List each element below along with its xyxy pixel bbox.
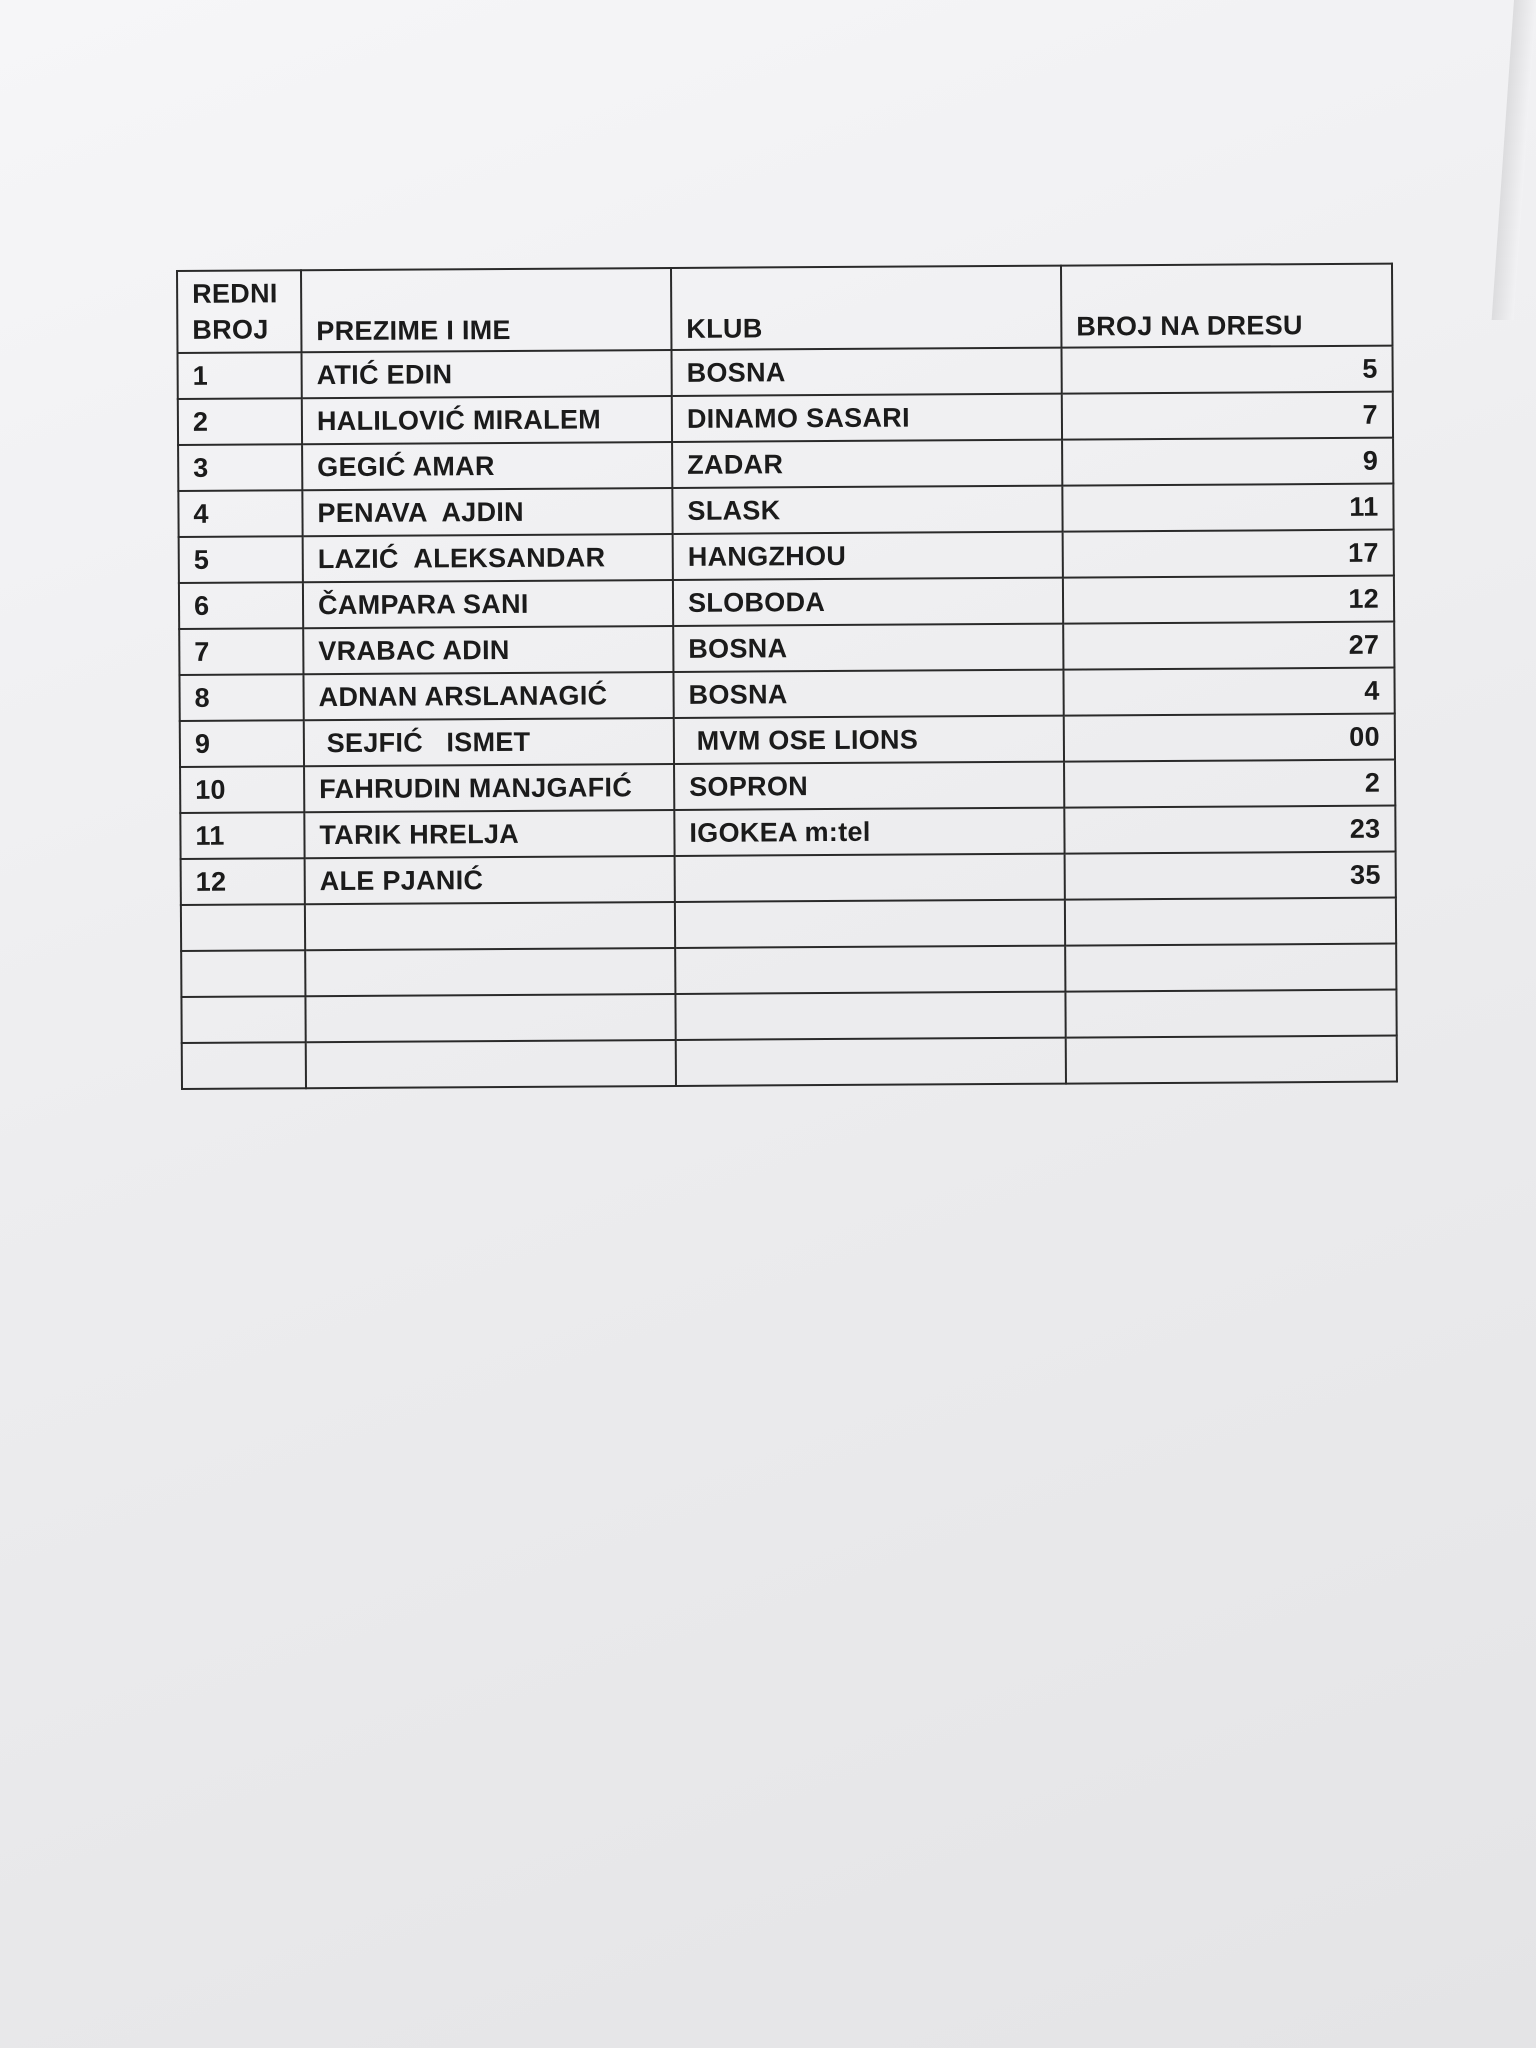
row-num: 7 [179, 628, 303, 675]
row-jersey: 7 [1062, 392, 1393, 440]
row-jersey: 17 [1063, 530, 1394, 578]
row-name: ADNAN ARSLANAGIĆ [303, 672, 673, 720]
header-redni-broj [177, 270, 301, 353]
empty-cell [306, 1040, 676, 1088]
empty-cell [1065, 990, 1396, 1038]
row-name: FAHRUDIN MANJGAFIĆ [304, 764, 674, 812]
table-row [179, 622, 1394, 675]
empty-cell [181, 950, 305, 997]
table-row [179, 530, 1394, 583]
table-row [180, 760, 1395, 813]
table-row [180, 806, 1395, 859]
row-name: ATIĆ EDIN [302, 350, 672, 398]
row-name: ČAMPARA SANI [303, 580, 673, 628]
empty-cell [676, 1038, 1066, 1086]
empty-cell [182, 1042, 306, 1089]
empty-cell [1066, 1036, 1397, 1084]
row-club [675, 854, 1065, 902]
row-jersey: 11 [1062, 484, 1393, 532]
empty-cell [305, 994, 675, 1042]
empty-row [182, 1036, 1397, 1089]
empty-cell [305, 902, 675, 950]
row-club: SLASK [672, 486, 1062, 534]
table-row [179, 576, 1394, 629]
row-jersey: 4 [1063, 668, 1394, 716]
empty-cell [675, 946, 1065, 994]
row-name: SEJFIĆ ISMET [304, 718, 674, 766]
row-num: 4 [178, 490, 302, 537]
row-jersey: 2 [1064, 760, 1395, 808]
header-name: PREZIME I IME [301, 268, 671, 352]
empty-row [181, 944, 1396, 997]
roster-table [176, 263, 1398, 1090]
row-club: HANGZHOU [673, 532, 1063, 580]
row-name: HALILOVIĆ MIRALEM [302, 396, 672, 444]
row-num: 1 [178, 352, 302, 399]
row-num: 5 [179, 536, 303, 583]
row-club: BOSNA [673, 624, 1063, 672]
row-jersey: 35 [1065, 852, 1396, 900]
roster-document [176, 263, 1396, 1090]
row-name: PENAVA AJDIN [302, 488, 672, 536]
empty-row [181, 898, 1396, 951]
empty-cell [181, 996, 305, 1043]
row-num: 11 [180, 812, 304, 859]
header-row [177, 264, 1392, 353]
row-jersey: 00 [1064, 714, 1395, 762]
row-name: VRABAC ADIN [303, 626, 673, 674]
table-row [180, 714, 1395, 767]
empty-row [181, 990, 1396, 1043]
row-club: BOSNA [673, 670, 1063, 718]
table-row [178, 346, 1393, 399]
row-num: 9 [180, 720, 304, 767]
header-club: KLUB [671, 266, 1061, 350]
row-club: SOPRON [674, 762, 1064, 810]
row-jersey: 23 [1064, 806, 1395, 854]
row-jersey: 12 [1063, 576, 1394, 624]
row-club: SLOBODA [673, 578, 1063, 626]
table-row [179, 668, 1394, 721]
empty-cell [675, 900, 1065, 948]
row-num: 10 [180, 766, 304, 813]
roster-body [178, 346, 1397, 1089]
row-club: MVM OSE LIONS [674, 716, 1064, 764]
row-num: 8 [179, 674, 303, 721]
empty-cell [1065, 898, 1396, 946]
row-num: 12 [181, 858, 305, 905]
empty-cell [1065, 944, 1396, 992]
row-num: 2 [178, 398, 302, 445]
row-jersey: 27 [1063, 622, 1394, 670]
row-name: ALE PJANIĆ [305, 856, 675, 904]
row-club: DINAMO SASARI [672, 394, 1062, 442]
row-name: GEGIĆ AMAR [302, 442, 672, 490]
empty-cell [181, 904, 305, 951]
table-row [178, 438, 1393, 491]
row-name: LAZIĆ ALEKSANDAR [303, 534, 673, 582]
header-num-line1: REDNI [192, 278, 278, 309]
row-jersey: 5 [1061, 346, 1392, 394]
empty-cell [305, 948, 675, 996]
row-num: 3 [178, 444, 302, 491]
empty-cell [675, 992, 1065, 1040]
row-club: IGOKEA m:tel [674, 808, 1064, 856]
table-row [178, 392, 1393, 445]
row-club: ZADAR [672, 440, 1062, 488]
row-club: BOSNA [671, 348, 1061, 396]
row-num: 6 [179, 582, 303, 629]
row-jersey: 9 [1062, 438, 1393, 486]
header-num-line2: BROJ [192, 314, 269, 345]
table-row [178, 484, 1393, 537]
row-name: TARIK HRELJA [304, 810, 674, 858]
header-jersey: BROJ NA DRESU [1061, 264, 1392, 348]
table-row [181, 852, 1396, 905]
